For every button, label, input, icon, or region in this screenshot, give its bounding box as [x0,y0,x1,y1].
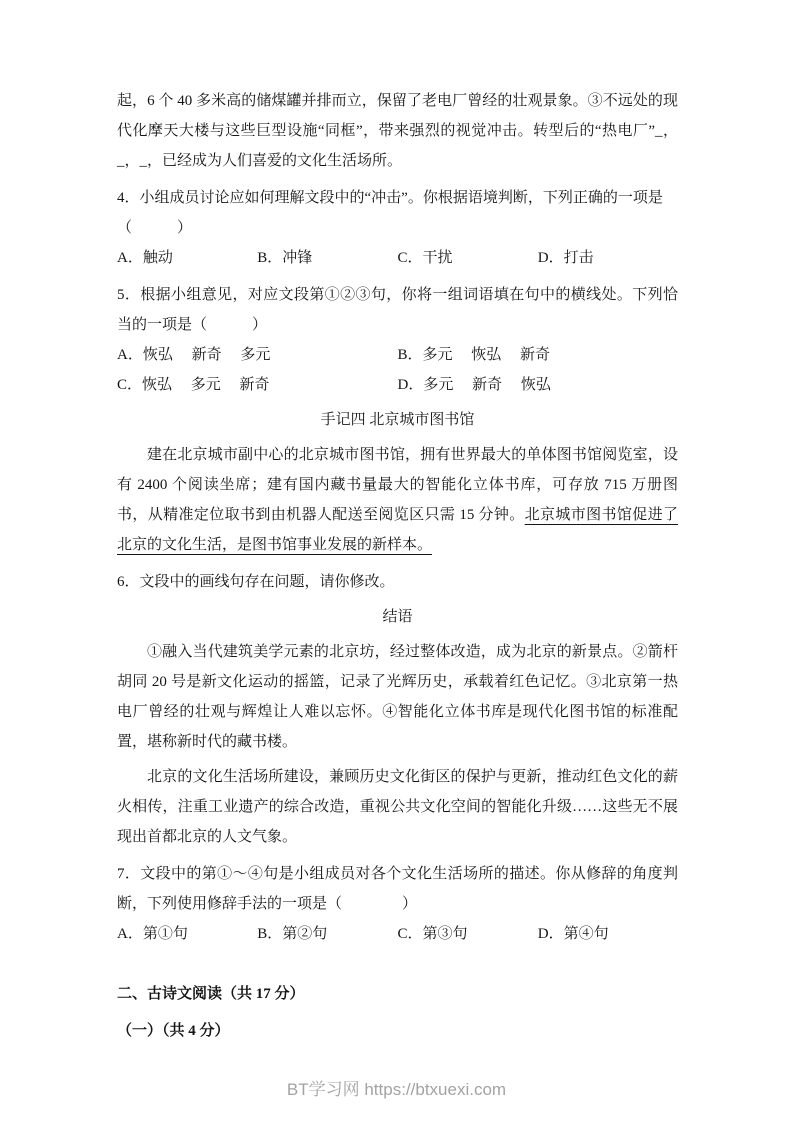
question-5-option-b: B．多元 恢弘 新奇 [397,347,551,363]
question-7-option-c: C．第③句 [397,926,468,942]
question-4-answer-blank: （ ） [117,220,193,236]
question-7-option-d: D．第④句 [537,926,609,942]
question-5-options [117,340,678,400]
question-6: 6．文段中的画线句存在问题，请你修改。 [117,574,395,590]
question-4-option-c: C．干扰 [397,250,453,266]
question-7-option-a: A．第①句 [117,926,188,942]
question-4-option-a: A．触动 [117,250,173,266]
question-5-text: 5．根据小组意见，对应文段第①②③句，你将一组词语填在句中的横线处。下列恰当的一项是（ ） [117,287,678,333]
question-4-option-b: B．冲锋 [257,250,313,266]
question-7-option-b: B．第②句 [257,926,328,942]
conclusion-heading: 结语 [382,609,413,625]
question-5-option-c: C．恢弘 多元 新奇 [117,377,270,393]
question-5 [117,280,678,400]
question-4-option-d: D．打击 [537,250,594,266]
section-2-subheading: （一）（共 4 分） [117,1023,230,1039]
question-4-options [117,243,678,273]
intro-paragraph: 起，6 个 40 多米高的储煤罐并排而立，保留了老电厂曾经的壮观景象。③不远处的现代化摩天大楼与这些巨型设施“同框”，带来强烈的视觉冲击。转型后的“热电厂”_，_，_，已经成为人们喜爱的文化生活场所。 [117,93,678,169]
notebook4-heading: 手记四 北京城市图书馆 [320,412,475,428]
section-2-heading: 二、古诗文阅读（共 17 分） [117,986,305,1002]
document-content [117,86,678,1046]
library-paragraph [117,440,678,560]
library-paragraph-text: 建在北京城市副中心的北京城市图书馆，拥有世界最大的单体图书馆阅览室，设有 2400 个阅读坐席；建有国内藏书量最大的智能化立体书库，可存放 715 万册图书，从精准定位取书到由机器人配送至阅览区只需 15 分钟。 [117,447,678,523]
underlined-sentence: 北京城市图书馆促进了北京的文化生活，是图书馆事业发展的新样本。 [117,507,678,553]
question-4 [117,183,678,273]
question-4-text: 4．小组成员讨论应如何理解文段中的“冲击”。你根据语境判断，下列正确的一项是 [117,190,663,206]
conclusion-paragraph-1: ①融入当代建筑美学元素的北京坊，经过整体改造，成为北京的新景点。②箭杆胡同 20 号是新文化运动的摇篮，记录了光辉历史，承载着红色记忆。③北京第一热电厂曾经的壮观与辉煌让人难以忘怀。④智能化立体书库是现代化图书馆的标准配置，堪称新时代的藏书楼。 [117,644,678,750]
question-5-option-a: A．恢弘 新奇 多元 [117,347,271,363]
conclusion-paragraph-2: 北京的文化生活场所建设，兼顾历史文化街区的保护与更新，推动红色文化的薪火相传，注重工业遗产的综合改造，重视公共文化空间的智能化升级……这些无不展现出首都北京的人文气象。 [117,769,678,845]
question-7 [117,859,678,949]
question-7-options [117,919,678,949]
question-7-text: 7．文段中的第①～④句是小组成员对各个文化生活场所的描述。你从修辞的角度判断，下列使用修辞手法的一项是（ ） [117,866,678,912]
question-5-option-d: D．多元 新奇 恢弘 [397,377,551,393]
watermark: BT学习网 https://btxuexi.com [286,1080,507,1099]
